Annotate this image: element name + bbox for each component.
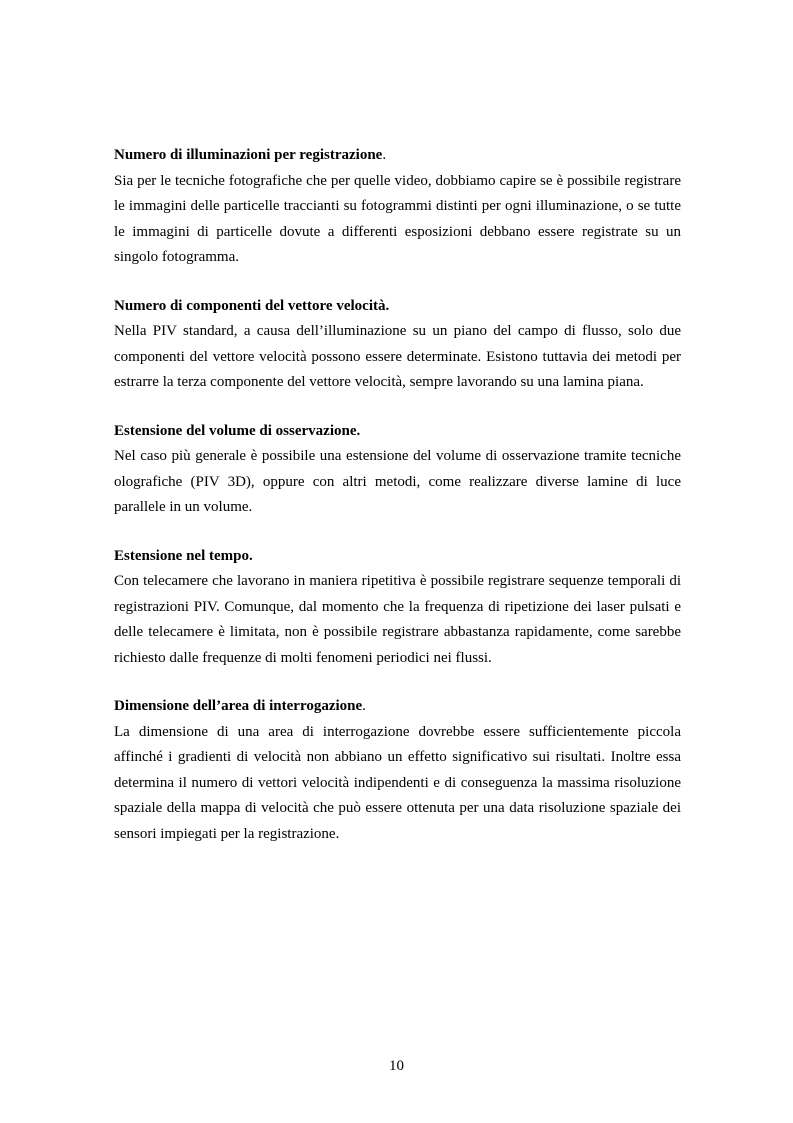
section-body: Nel caso più generale è possibile una estensione del volume di osservazione tramite tecniche olografiche (PIV 3D), oppure con altri metodi, come realizzare diverse lamine di luce parallele in un volume. <box>114 448 681 515</box>
section-illuminations <box>114 143 681 271</box>
section-heading-suffix: . <box>382 147 387 163</box>
page-number: 10 <box>389 1058 404 1074</box>
section-heading <box>114 294 681 320</box>
section-heading <box>114 544 681 570</box>
section-heading-text: Numero di componenti del vettore velocità. <box>114 297 390 314</box>
section-body: La dimensione di una area di interrogazione dovrebbe essere sufficientemente piccola affinché i gradienti di velocità non abbiano un effetto significativo sui risultati. Inoltre essa determina il numero di vettori velocità indipendenti e di conseguenza la massima risoluzione spaziale della mappa di velocità che può essere ottenuta per una data risoluzione spaziale dei sensori impiegati per la registrazione. <box>114 723 681 842</box>
section-observation-volume <box>114 419 681 521</box>
section-heading <box>114 694 681 720</box>
section-heading-text: Estensione del volume di osservazione. <box>114 422 361 439</box>
section-heading-text: Numero di illuminazioni per registrazione <box>114 147 383 163</box>
section-body: Sia per le tecniche fotografiche che per quelle video, dobbiamo capire se è possibile registrare le immagini delle particelle traccianti su fotogrammi distinti per ogni illuminazione, o se tutte le immagini di particelle dovute a differenti esposizioni debbano essere registrate su un singolo fotogramma. <box>114 172 681 265</box>
page-content <box>114 143 681 870</box>
section-heading-suffix: . <box>362 698 366 714</box>
section-time-extension <box>114 544 681 672</box>
section-velocity-components <box>114 294 681 396</box>
section-body: Nella PIV standard, a causa dell’illuminazione su un piano del campo di flusso, solo due componenti del vettore velocità possono essere determinate. Esistono tuttavia dei metodi per estrarre la terza componente del vettore velocità, sempre lavorando su una lamina piana. <box>114 323 681 390</box>
section-heading-text: Estensione nel tempo. <box>114 547 253 564</box>
section-heading-text: Dimensione dell’area di interrogazione <box>114 698 363 714</box>
section-heading <box>114 143 681 169</box>
section-interrogation-area <box>114 694 681 847</box>
section-body: Con telecamere che lavorano in maniera ripetitiva è possibile registrare sequenze temporali di registrazioni PIV. Comunque, dal momento che la frequenza di ripetizione dei laser pulsati e delle telecamere è limitata, non è possibile registrare abbastanza rapidamente, come sarebbe richiesto dalle frequenze di molti fenomeni periodici nei flussi. <box>114 573 681 666</box>
section-heading <box>114 419 681 445</box>
